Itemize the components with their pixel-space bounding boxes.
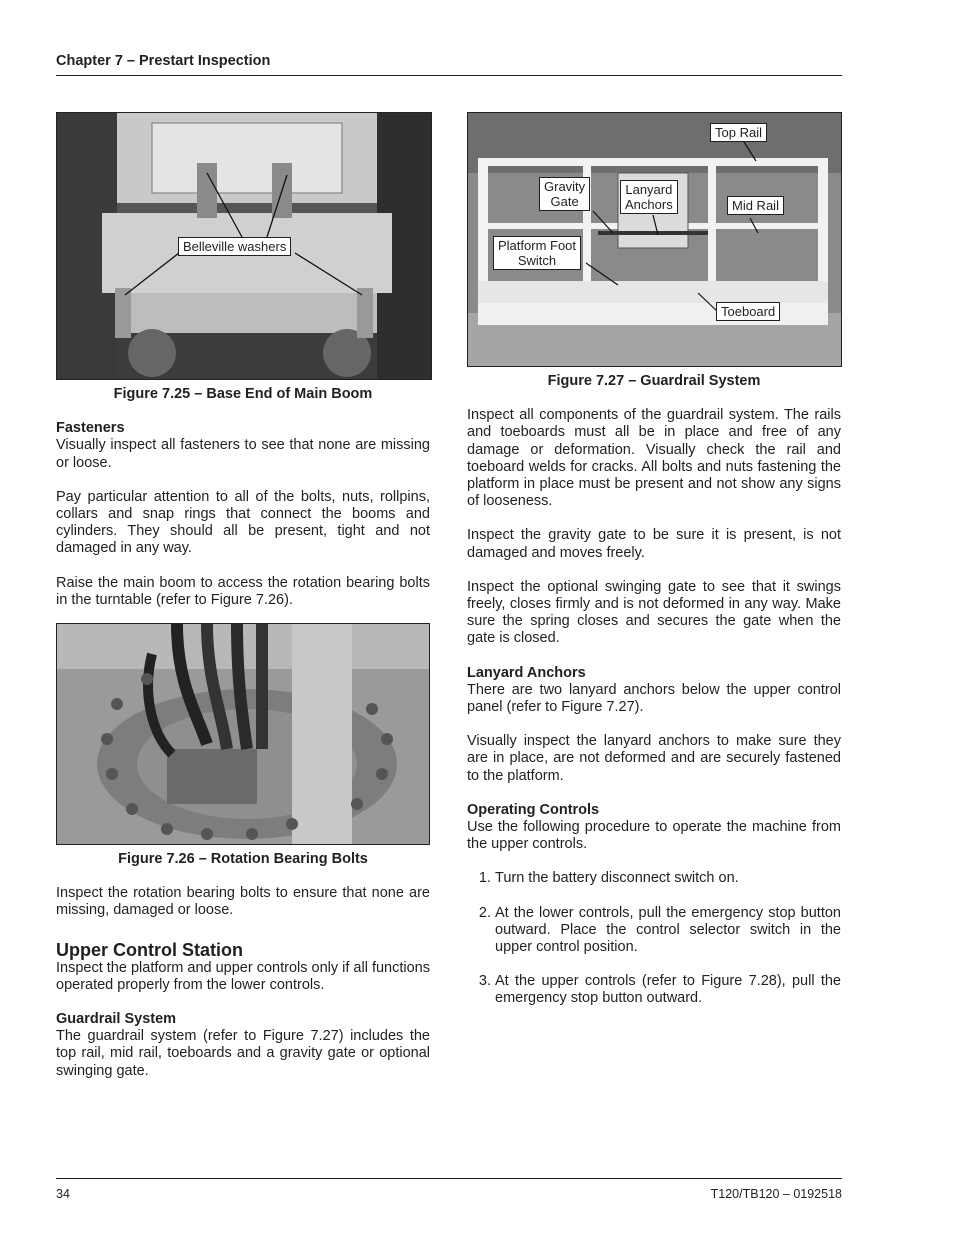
upper-control-paragraph: Inspect the platform and upper controls only if all functions operated properly from the lower controls.: [56, 959, 430, 993]
footer-rule: [56, 1178, 842, 1179]
callout-platform-foot-switch-line2: Switch: [517, 253, 557, 268]
callout-lanyard-anchors-line1: Lanyard: [625, 182, 673, 197]
guardrail-inspect-paragraph-1: Inspect all components of the guardrail system. The rails and toeboards must all be in place and free of any damage or deformation. Visually check the rail and toeboard welds for cracks. All bolts and nuts fastening the platform in place must be present and not show any signs of looseness.: [467, 407, 841, 510]
right-column: [467, 112, 841, 1025]
lanyard-anchors-heading: Lanyard Anchors: [467, 664, 586, 681]
callout-gravity-gate-line2: Gate: [550, 194, 579, 209]
operating-steps-list: [467, 870, 841, 1007]
guardrail-inspect-paragraph-3: Inspect the optional swinging gate to see that it swings freely, closes firmly and is not deformed in any way. Make sure the spring closes and secures the gate when the gate is closed.: [467, 578, 841, 647]
document-id: T120/TB120 – 0192518: [710, 1187, 842, 1201]
lanyard-paragraph-2: Visually inspect the lanyard anchors to make sure they are in place, are not deformed and are securely fastened to the platform.: [467, 733, 841, 784]
callout-mid-rail: Mid Rail: [727, 196, 784, 215]
chapter-header: Chapter 7 – Prestart Inspection: [56, 53, 271, 69]
figure-7-25-caption: Figure 7.25 – Base End of Main Boom: [113, 386, 373, 402]
guardrail-system-paragraph: The guardrail system (refer to Figure 7.27) includes the top rail, mid rail, toeboards and a gravity gate or optional swinging gate.: [56, 1028, 430, 1079]
callout-belleville-washers: Belleville washers: [178, 237, 291, 256]
page-number: 34: [56, 1187, 70, 1201]
operating-controls-heading: Operating Controls: [467, 801, 600, 818]
operating-step: 2. At the lower controls, pull the emergency stop button outward. Place the control selector switch in the upper control position.: [495, 905, 841, 957]
guardrail-system-heading: Guardrail System: [56, 1011, 177, 1028]
fasteners-heading: Fasteners: [56, 420, 125, 437]
figure-7-25-photo: [56, 112, 432, 380]
upper-control-station-heading: Upper Control Station: [56, 939, 243, 960]
callout-gravity-gate-line1: Gravity: [544, 179, 586, 194]
figure-7-26-caption: Figure 7.26 – Rotation Bearing Bolts: [118, 851, 368, 868]
callout-platform-foot-switch: [493, 236, 581, 270]
callout-top-rail: Top Rail: [710, 123, 767, 142]
callout-toeboard: Toeboard: [716, 302, 780, 321]
rotation-bearing-paragraph: Inspect the rotation bearing bolts to ensure that none are missing, damaged or loose.: [56, 885, 430, 919]
operating-step: 3. At the upper controls (refer to Figure 7.28), pull the emergency stop button outward.: [495, 973, 841, 1007]
header-rule: [56, 75, 842, 76]
figure-7-27-caption: Figure 7.27 – Guardrail System: [547, 373, 761, 389]
callout-gravity-gate: [539, 177, 590, 211]
figure-7-26-photo: [56, 623, 430, 845]
callout-lanyard-anchors: [620, 180, 678, 214]
figure-7-27-photo: [467, 112, 842, 367]
fasteners-paragraph-2: Pay particular attention to all of the bolts, nuts, rollpins, collars and snap rings that connect the booms and cylinders. They should all be present, tight and not damaged in any way.: [56, 488, 430, 557]
callout-platform-foot-switch-line1: Platform Foot: [498, 238, 577, 253]
guardrail-inspect-paragraph-2: Inspect the gravity gate to be sure it is present, is not damaged and moves freely.: [467, 527, 841, 561]
operating-controls-paragraph: Use the following procedure to operate the machine from the upper controls.: [467, 819, 841, 853]
callout-lanyard-anchors-line2: Anchors: [625, 197, 673, 212]
fasteners-paragraph-1: Visually inspect all fasteners to see that none are missing or loose.: [56, 437, 430, 471]
operating-step: 1. Turn the battery disconnect switch on.: [495, 870, 841, 887]
fasteners-paragraph-3: Raise the main boom to access the rotation bearing bolts in the turntable (refer to Figure 7.26).: [56, 574, 430, 608]
lanyard-paragraph-1: There are two lanyard anchors below the upper control panel (refer to Figure 7.27).: [467, 681, 841, 716]
left-column: [56, 112, 430, 1080]
